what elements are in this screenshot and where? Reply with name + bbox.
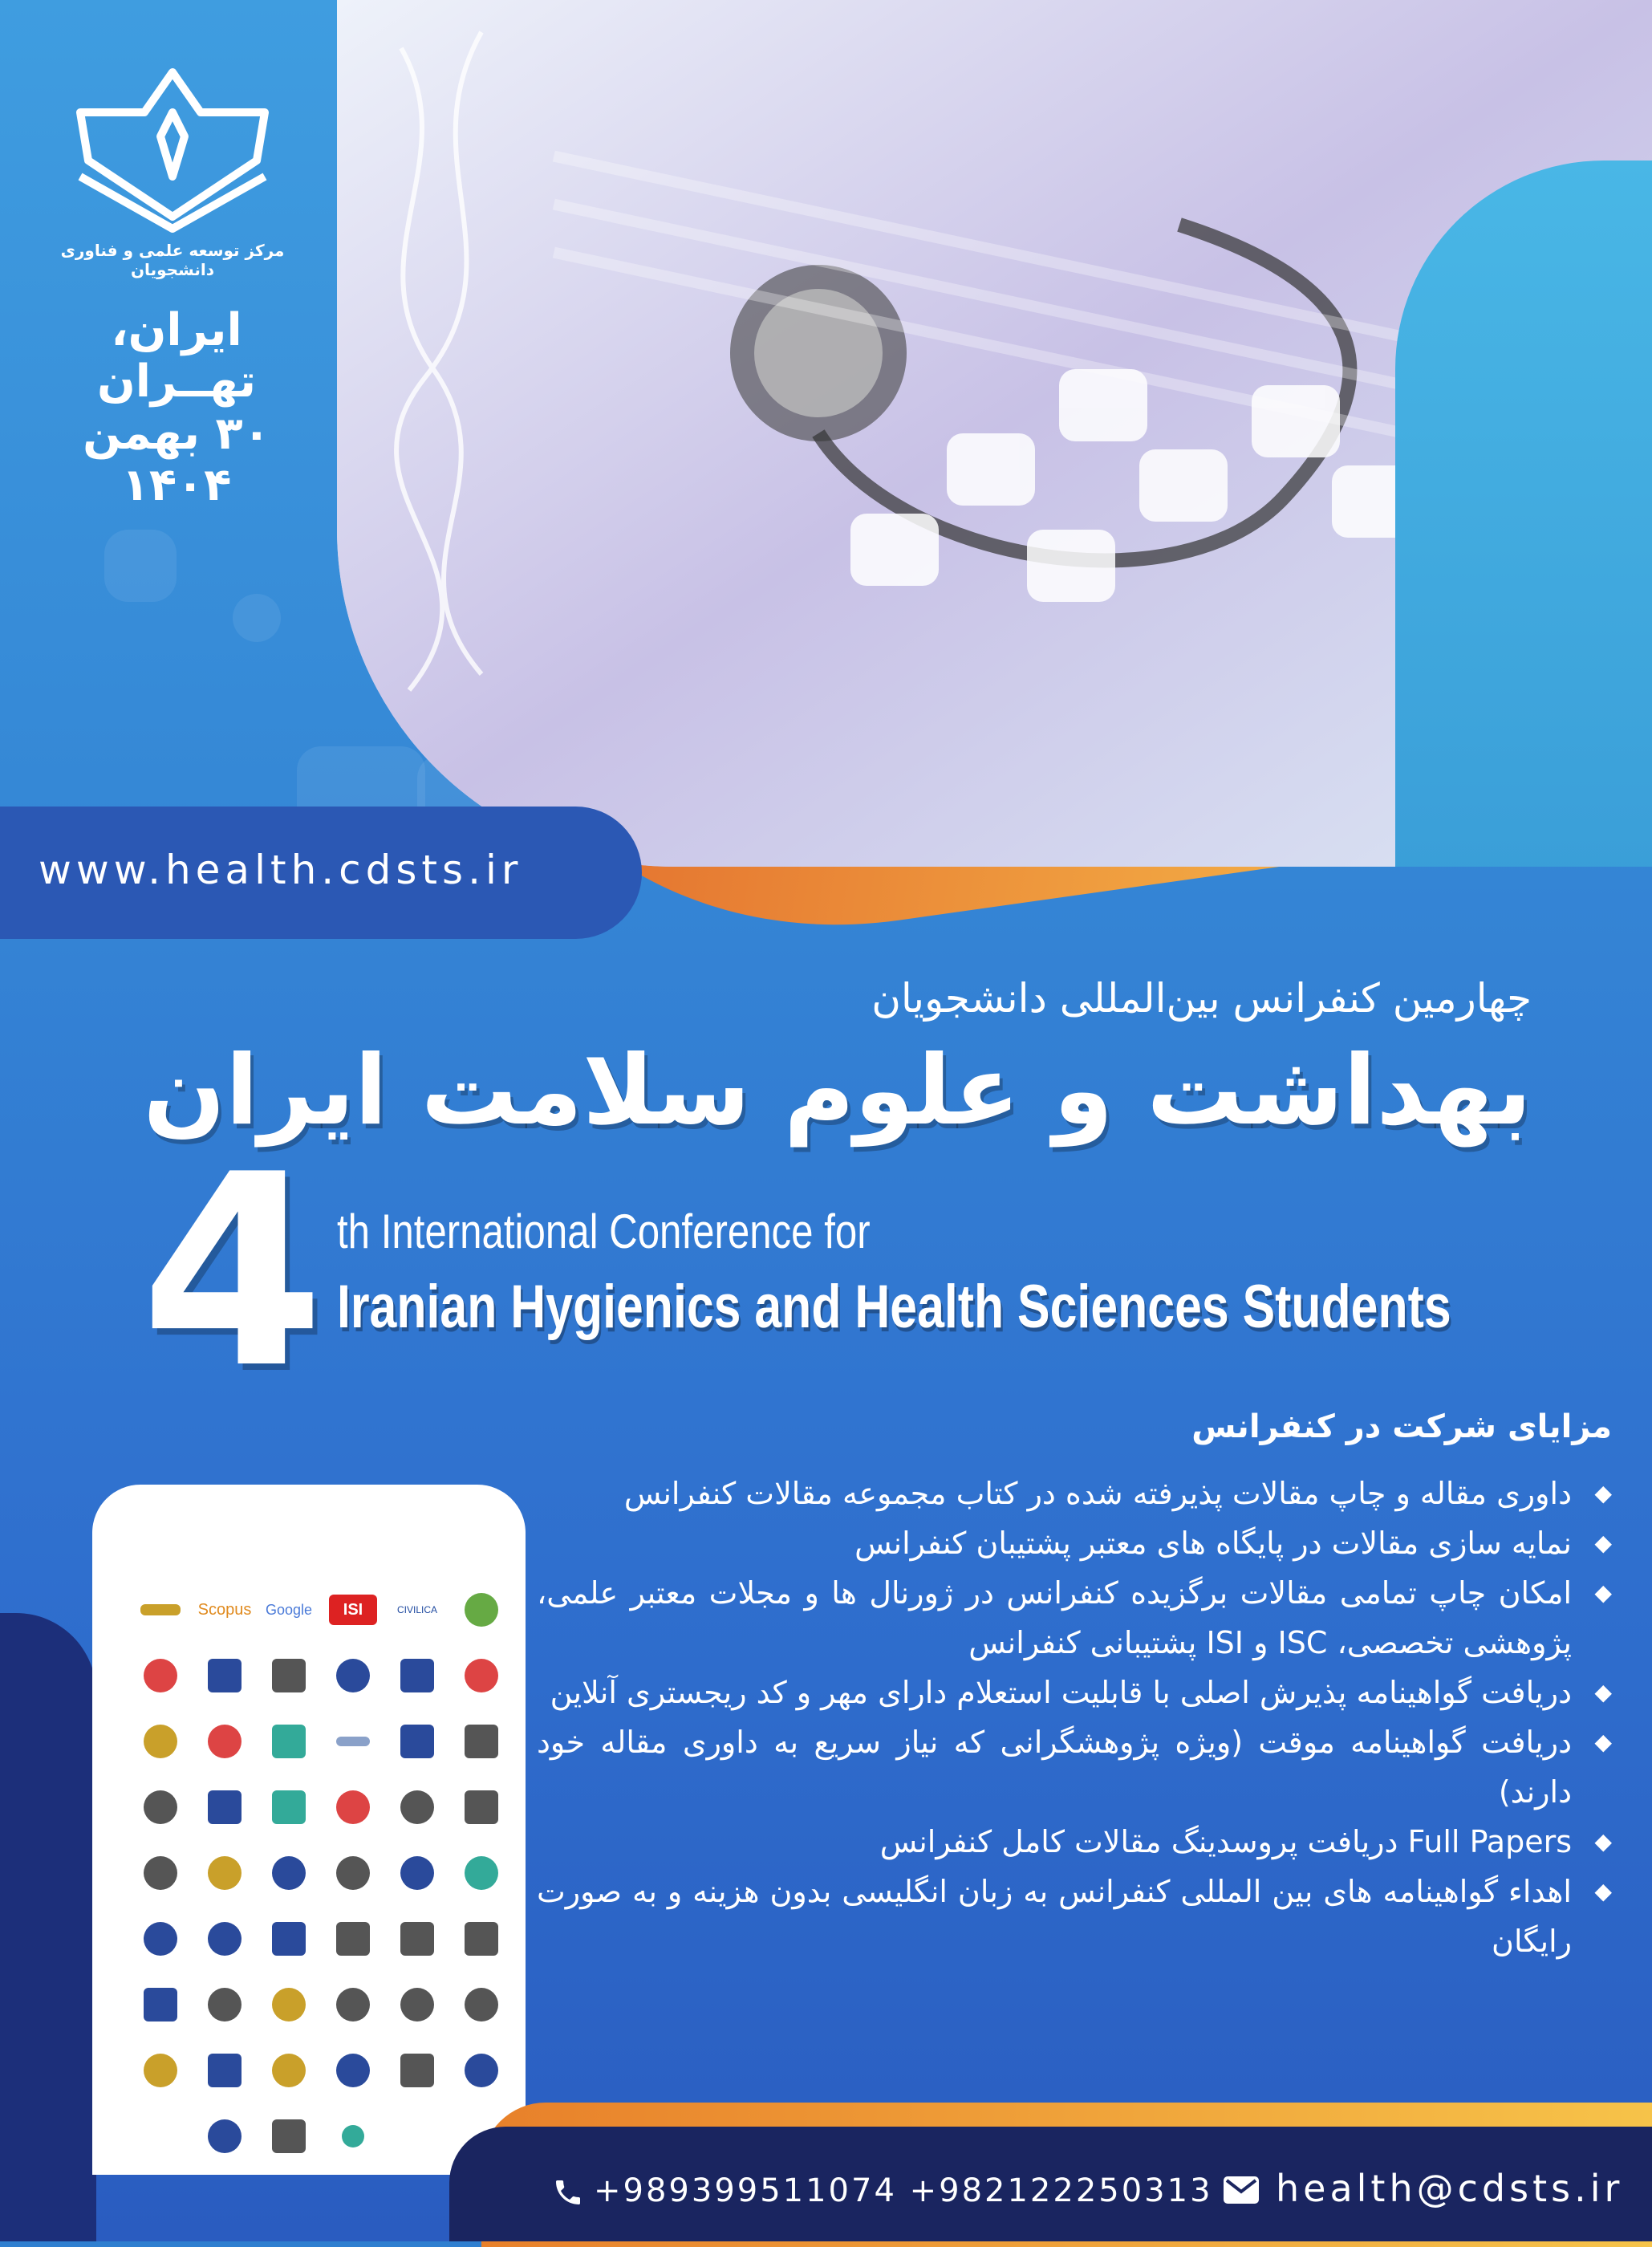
- decor-square: [233, 594, 281, 642]
- hero-image: [337, 0, 1652, 867]
- sponsor-logo: [257, 1643, 321, 1709]
- sponsor-logo: [449, 1709, 513, 1774]
- sponsor-logo: [128, 1643, 193, 1709]
- sponsor-logo: [193, 1972, 257, 2038]
- sponsor-logo: [128, 1972, 193, 2038]
- sponsor-logo: [385, 1709, 449, 1774]
- sponsor-logo: [128, 1709, 193, 1774]
- mail-icon: [1224, 2176, 1259, 2204]
- event-location: ایران، تهــران: [96, 304, 257, 408]
- sponsor-logo-google: Google: [265, 1601, 313, 1618]
- conference-title-en-line2: Iranian Hygienics and Health Sciences Students: [337, 1273, 1451, 1341]
- decor-square: [104, 530, 177, 602]
- sponsor-logo: [385, 2038, 449, 2103]
- edition-number: 4: [140, 1118, 325, 1426]
- phone-icon: [552, 2176, 584, 2208]
- sponsor-logo: [257, 2103, 321, 2169]
- sponsor-logo-isi: ISI: [329, 1595, 377, 1625]
- sponsor-logo: [449, 1774, 513, 1840]
- contact-phones[interactable]: +989399511074 +982122250313: [594, 2172, 1213, 2209]
- benefit-item: ◆ اهداء گواهینامه های بین المللی کنفرانس به زبان انگلیسی بدون هزینه و به صورت رایگان: [537, 1867, 1612, 1966]
- conference-title-en-line1: th International Conference for: [337, 1205, 871, 1258]
- benefits-title: مزایای شرکت در کنفرانس: [1191, 1408, 1612, 1445]
- sponsor-logo-scopus: Scopus: [197, 1600, 252, 1619]
- sponsor-logo: [385, 1643, 449, 1709]
- contact-email[interactable]: health@cdsts.ir: [1276, 2167, 1624, 2210]
- event-location-date: [32, 305, 321, 512]
- sponsor-logo: [257, 1774, 321, 1840]
- sponsor-logo: [321, 2103, 385, 2169]
- benefit-item: ◆ دریافت گواهینامه موقت (ویژه پژوهشگرانی که نیاز سریع به داوری مقاله خود دارند): [537, 1717, 1612, 1817]
- sponsor-logo: [128, 1577, 193, 1643]
- conference-title-fa: بهداشت و علوم سلامت ایران: [143, 1035, 1532, 1147]
- sponsor-logo: [128, 1906, 193, 1972]
- sponsor-logo: [385, 1906, 449, 1972]
- event-date: ۳۰ بهمن ۱۴۰۴: [83, 407, 270, 512]
- sponsor-logo: [449, 1972, 513, 2038]
- sponsor-logo: [193, 1643, 257, 1709]
- sponsor-logo: [321, 1906, 385, 1972]
- sponsor-logo: [193, 1906, 257, 1972]
- sponsor-logo: [321, 1972, 385, 2038]
- benefit-item: ◆ دریافت گواهینامه پذیرش اصلی با قابلیت استعلام دارای مهر و کد ریجستری آنلاین: [537, 1668, 1612, 1717]
- sponsor-logo: [321, 1840, 385, 1906]
- sponsor-logo: [193, 2038, 257, 2103]
- sponsor-logo: [385, 1774, 449, 1840]
- conference-subtitle-fa: چهارمین کنفرانس بین‌المللی دانشجویان: [871, 975, 1532, 1022]
- sponsor-logo-civilica: CIVILICA: [396, 1604, 437, 1615]
- sponsor-logo: [128, 1774, 193, 1840]
- sponsor-panel-shadow: [0, 1613, 96, 2241]
- sponsor-logo: [128, 2103, 193, 2169]
- sponsor-logo: [385, 1840, 449, 1906]
- sponsor-logo: [449, 1643, 513, 1709]
- sponsor-logo: [257, 1709, 321, 1774]
- hero-right-panel: [1395, 160, 1652, 867]
- benefits-list: [537, 1469, 1612, 1966]
- benefit-item: ◆ امکان چاپ تمامی مقالات برگزیده کنفرانس در ژورنال ها و مجلات معتبر علمی، پژوهشی تخصصی، ISC و ISI پشتیبانی کنفرانس: [537, 1568, 1612, 1668]
- sponsor-logo: [321, 2038, 385, 2103]
- benefit-item: ◆ Full Papers دریافت پروسدینگ مقالات کامل کنفرانس: [537, 1817, 1612, 1867]
- sponsor-logo: [128, 2038, 193, 2103]
- benefit-item: ◆ نمایه سازی مقالات در پایگاه های معتبر پشتیبان کنفرانس: [537, 1518, 1612, 1568]
- sponsor-logo: [449, 1906, 513, 1972]
- logo-caption: مرکز توسعه علمی و فناوری دانشجویان: [60, 241, 285, 279]
- sponsor-logo: [449, 2038, 513, 2103]
- sponsor-logo: [321, 1643, 385, 1709]
- sponsor-logo: [257, 1840, 321, 1906]
- sponsor-logos-grid: [128, 1577, 513, 2169]
- sponsor-logo: [257, 2038, 321, 2103]
- sponsor-logo: [257, 1906, 321, 1972]
- sponsor-logo: [321, 1709, 385, 1774]
- sponsor-logo: [193, 1840, 257, 1906]
- sponsor-logo: [385, 1972, 449, 2038]
- sponsor-logo: [449, 1840, 513, 1906]
- sponsor-logo: [128, 1840, 193, 1906]
- sponsor-logo: [193, 2103, 257, 2169]
- sponsor-logo: [449, 1577, 513, 1643]
- cdsts-logo: [64, 56, 281, 241]
- website-link[interactable]: www.health.cdsts.ir: [39, 847, 523, 893]
- sponsor-logo: [257, 1972, 321, 2038]
- benefit-item: ◆ داوری مقاله و چاپ مقالات پذیرفته شده در کتاب مجموعه مقالات کنفرانس: [537, 1469, 1612, 1518]
- sponsor-logo: [193, 1709, 257, 1774]
- sponsor-logo: [193, 1774, 257, 1840]
- sponsor-logo: [321, 1774, 385, 1840]
